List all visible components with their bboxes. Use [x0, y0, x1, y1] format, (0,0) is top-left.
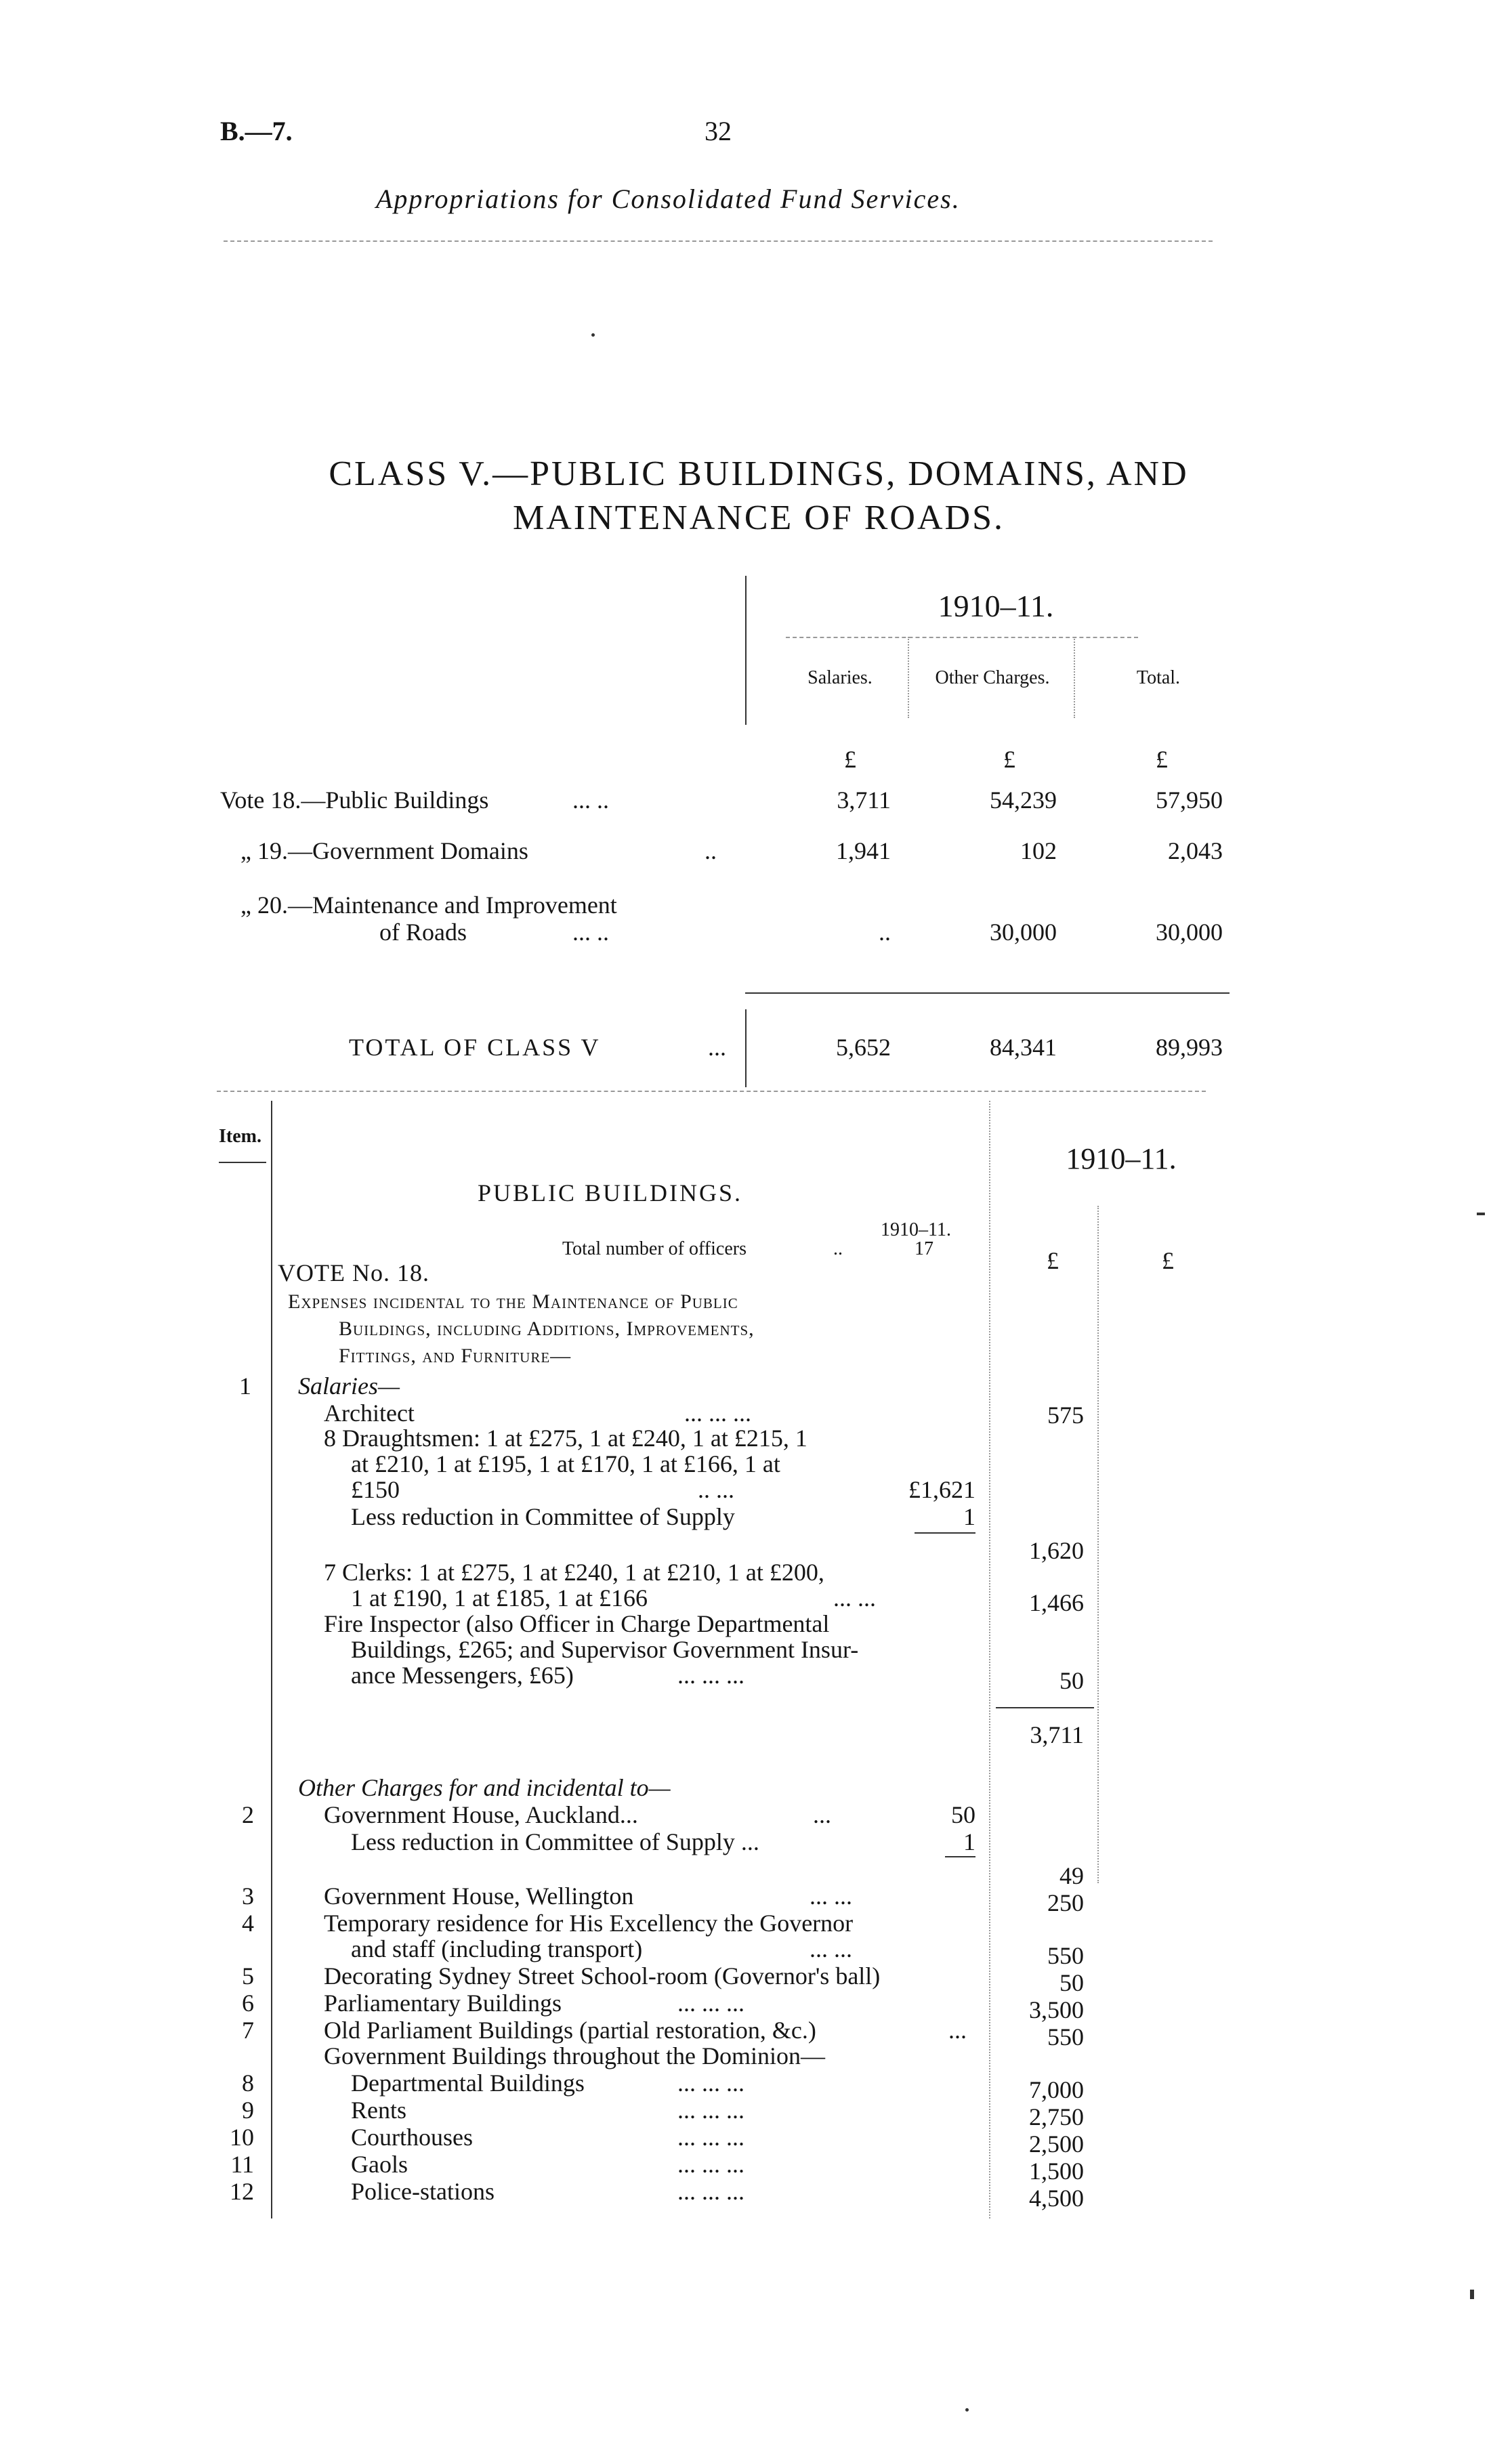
vote-20-total: 30,000 [1156, 919, 1223, 946]
total-class-v-total: 89,993 [1156, 1034, 1223, 1061]
fire-inspector-line-1: Fire Inspector (also Officer in Charge Departmental [324, 1610, 830, 1637]
item-number: 6 [242, 1990, 254, 2017]
vote-19-leaders: .. [705, 837, 717, 864]
vote-19-total: 2,043 [1168, 837, 1223, 864]
reduction-label-1: Less reduction in Committee of Supply [351, 1503, 735, 1530]
vote-19-label: „ 19.—Government Domains [240, 837, 528, 864]
fire-inspector-leaders: ... ... ... [677, 1662, 744, 1689]
vote-19-other: 102 [1020, 837, 1057, 864]
vote-18-total: 57,950 [1156, 786, 1223, 814]
class-title-line-2: MAINTENANCE OF ROADS. [512, 499, 1005, 537]
item-label: Government House, Wellington [324, 1882, 634, 1910]
detail-currency-2: £ [1162, 1247, 1174, 1274]
item-label: Rents [351, 2097, 407, 2124]
item-label: Parliamentary Buildings [324, 1990, 562, 2017]
vote-heading-line-3: Fittings, and Furniture— [339, 1345, 572, 1367]
running-title: Appropriations for Consolidated Fund Services. [376, 184, 961, 214]
item-leaders: ... ... [810, 1935, 852, 1962]
item-subamount: 1 [963, 1828, 975, 1855]
item-number: 7 [242, 2017, 254, 2044]
vote-19-salaries: 1,941 [836, 837, 891, 864]
officers-year: 1910–11. [881, 1219, 951, 1240]
vote-20-leaders: ... .. [572, 919, 609, 946]
item-leaders: ... [948, 2017, 967, 2044]
item-leaders: ... [813, 1801, 831, 1828]
clerks-line-2: 1 at £190, 1 at £185, 1 at £166 [351, 1584, 648, 1612]
item-leaders: ... ... ... [677, 2069, 744, 2097]
item-number: 2 [242, 1801, 254, 1828]
vote-18-salaries: 3,711 [837, 786, 891, 814]
detail-amount-rule-2 [1097, 1206, 1099, 1883]
fire-inspector-line-3: ance Messengers, £65) [351, 1662, 574, 1689]
item-column-header: Item. [219, 1126, 261, 1147]
header-rule [224, 240, 1213, 242]
draughtsmen-subtotal-rule [915, 1532, 975, 1534]
currency-other: £ [1003, 746, 1015, 773]
scan-speck [591, 333, 595, 337]
class-title-line-1: CLASS V.—PUBLIC BUILDINGS, DOMAINS, AND [329, 455, 1189, 493]
item-amount: 550 [1047, 2023, 1084, 2050]
col-header-salaries: Salaries. [807, 667, 873, 688]
architect-leaders: ... ... ... [684, 1400, 751, 1427]
item-number: 11 [230, 2151, 254, 2178]
draughtsmen-line-3: £150 [351, 1476, 400, 1503]
officers-label: Total number of officers [562, 1238, 747, 1259]
vote-20-label: „ 20.—Maintenance and Improvement [240, 891, 617, 919]
item-label: Old Parliament Buildings (partial restoration, &c.) [324, 2017, 816, 2044]
vote-20-label-2: of Roads [379, 919, 467, 946]
vote-18-label: Vote 18.—Public Buildings [220, 786, 489, 814]
item-label: Government Buildings throughout the Dominion— [324, 2042, 825, 2069]
total-class-v-leaders: ... [708, 1034, 726, 1061]
item-amount: 1,500 [1029, 2158, 1084, 2185]
item-number: 8 [242, 2069, 254, 2097]
vote-number: VOTE No. 18. [278, 1259, 429, 1286]
total-class-v-salaries: 5,652 [836, 1034, 891, 1061]
section-title: PUBLIC BUILDINGS. [478, 1179, 743, 1206]
item-amount: 49 [1059, 1862, 1084, 1889]
item-amount: 250 [1047, 1889, 1084, 1916]
col-header-total: Total. [1136, 667, 1181, 688]
item-label: Decorating Sydney Street School-room (Governor's ball) [324, 1962, 881, 1990]
col-header-other-charges: Other Charges. [935, 667, 1050, 688]
vote-heading-line-2: Buildings, including Additions, Improvements, [339, 1318, 755, 1340]
salaries-total: 3,711 [1030, 1721, 1084, 1748]
detail-currency-1: £ [1047, 1247, 1059, 1274]
item-number: 9 [242, 2097, 254, 2124]
clerks-leaders: ... ... [833, 1584, 876, 1612]
item-amount: 7,000 [1029, 2076, 1084, 2103]
summary-year: 1910–11. [938, 589, 1054, 623]
summary-left-rule [745, 576, 747, 725]
item-amount: 50 [1059, 1969, 1084, 1996]
item-leaders: ... ... ... [677, 2097, 744, 2124]
item-leaders: ... ... ... [677, 2124, 744, 2151]
summary-year-rule [786, 637, 1138, 638]
detail-amount-rule [989, 1101, 990, 2218]
scan-speck [1470, 2290, 1474, 2299]
item-label: Police-stations [351, 2178, 495, 2205]
vote-20-other: 30,000 [990, 919, 1057, 946]
currency-salaries: £ [844, 746, 856, 773]
total-class-v-label: TOTAL OF CLASS V [349, 1034, 601, 1061]
fire-inspector-line-2: Buildings, £265; and Supervisor Government Insur- [351, 1636, 859, 1663]
item-number: 5 [242, 1962, 254, 1990]
summary-total-rule [745, 992, 1230, 994]
item-label: Less reduction in Committee of Supply ... [351, 1828, 759, 1855]
currency-total: £ [1156, 746, 1168, 773]
draughtsmen-amount: 1,620 [1029, 1537, 1084, 1564]
salaries-heading: Salaries— [298, 1372, 400, 1400]
architect-amount: 575 [1047, 1402, 1084, 1429]
item-leaders: ... ... ... [677, 2178, 744, 2205]
item-label: and staff (including transport) [351, 1935, 643, 1962]
officers-count: 17 [915, 1238, 933, 1259]
summary-left-rule-lower [745, 1009, 747, 1087]
item-leaders: ... ... ... [677, 1990, 744, 2017]
summary-col-rule-1 [908, 637, 909, 718]
vote-18-other: 54,239 [990, 786, 1057, 814]
fire-inspector-amount: 50 [1059, 1667, 1084, 1694]
item-amount: 4,500 [1029, 2185, 1084, 2212]
item-number: 10 [230, 2124, 254, 2151]
architect-label: Architect [324, 1400, 415, 1427]
item-number: 12 [230, 2178, 254, 2205]
scan-speck [1477, 1213, 1485, 1215]
item-subamount: 50 [951, 1801, 975, 1828]
vote-20-salaries: .. [879, 919, 891, 946]
item-label: Departmental Buildings [351, 2069, 585, 2097]
draughtsmen-line-2: at £210, 1 at £195, 1 at £170, 1 at £166, 1 at [351, 1450, 780, 1477]
item-leaders: ... ... ... [677, 2151, 744, 2178]
item-number: 4 [242, 1910, 254, 1937]
report-reference: B.—7. [220, 116, 293, 146]
item-leaders: ... ... [810, 1882, 852, 1910]
page-number: 32 [705, 116, 732, 146]
clerks-amount: 1,466 [1029, 1589, 1084, 1616]
item-amount: 550 [1047, 1942, 1084, 1969]
item-amount: 3,500 [1029, 1996, 1084, 2023]
item-number: 3 [242, 1882, 254, 1910]
item-label: Temporary residence for His Excellency the Governor [324, 1910, 854, 1937]
draughtsmen-subtotal: £1,621 [908, 1476, 975, 1503]
summary-col-rule-2 [1074, 637, 1075, 718]
item-amount: 2,750 [1029, 2103, 1084, 2130]
draughtsmen-line-1: 8 Draughtsmen: 1 at £275, 1 at £240, 1 at £215, 1 [324, 1425, 807, 1452]
item-number-1: 1 [239, 1372, 251, 1400]
other-charges-heading: Other Charges for and incidental to— [298, 1774, 671, 1801]
detail-left-rule [271, 1101, 272, 2218]
item-label: Gaols [351, 2151, 408, 2178]
item-label: Government House, Auckland... [324, 1801, 638, 1828]
draughtsmen-leaders: .. ... [698, 1476, 734, 1503]
clerks-line-1: 7 Clerks: 1 at £275, 1 at £240, 1 at £210, 1 at £200, [324, 1559, 824, 1586]
reduction-amount-1: 1 [963, 1503, 975, 1530]
vote-18-leaders: ... .. [572, 786, 609, 814]
vote-heading-line-1: Expenses incidental to the Maintenance of Public [288, 1290, 738, 1313]
item-label: Courthouses [351, 2124, 473, 2151]
detail-year: 1910–11. [1066, 1142, 1177, 1175]
auckland-subtotal-rule [945, 1856, 975, 1857]
salaries-total-rule [996, 1707, 1094, 1708]
total-class-v-other: 84,341 [990, 1034, 1057, 1061]
item-header-rule [219, 1162, 266, 1163]
scan-speck [965, 2408, 969, 2412]
item-amount: 2,500 [1029, 2130, 1084, 2158]
summary-bottom-rule [217, 1091, 1206, 1092]
officers-leaders: .. [833, 1238, 843, 1259]
